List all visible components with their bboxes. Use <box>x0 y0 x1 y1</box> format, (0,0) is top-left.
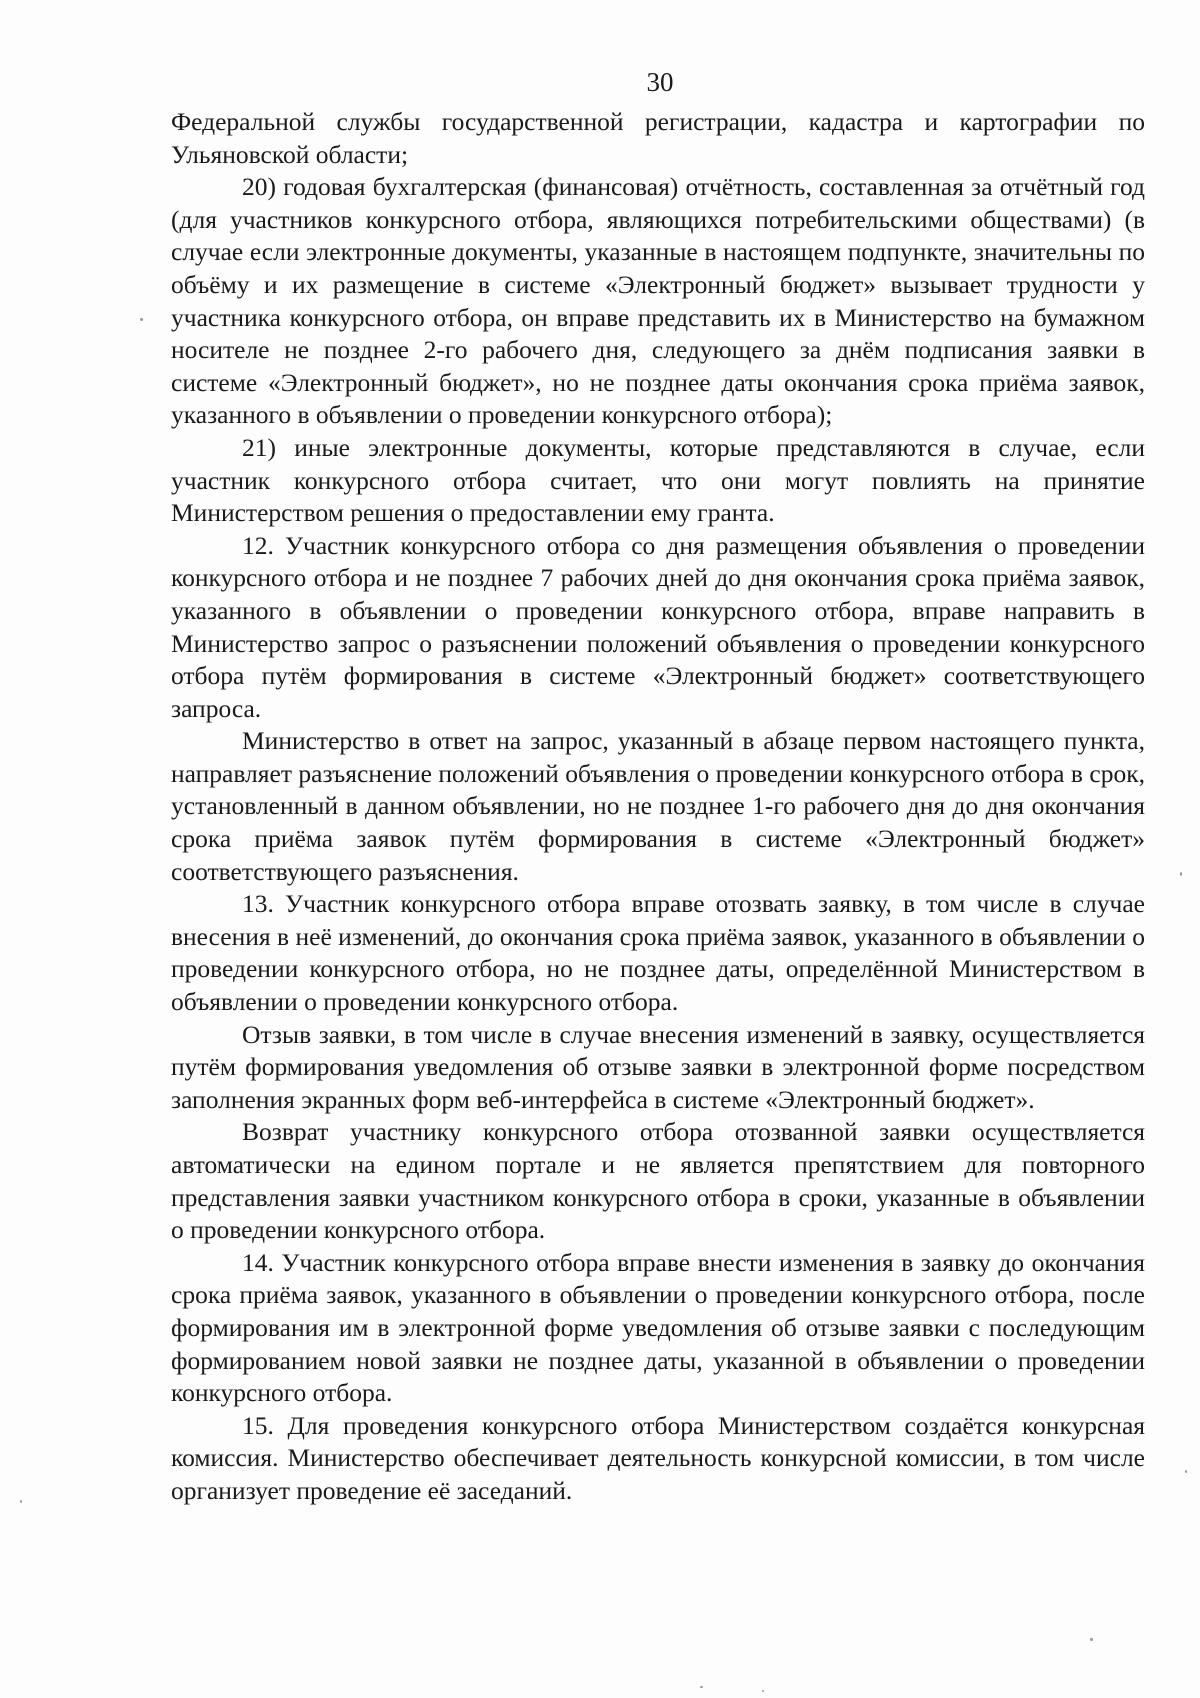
paragraph-clause-13-withdrawal: Отзыв заявки, в том числе в случае внесения изменений в заявку, осуществляется путём формирования уведомления об отзыве заявки в электронной форме посредством заполнения экранных форм веб-интерфейса в системе «Электронный бюджет». <box>171 1019 1145 1114</box>
paragraph-continuation: Федеральной службы государственной регистрации, кадастра и картографии по Ульяновской области; <box>171 107 1145 169</box>
scan-speck <box>20 1500 22 1503</box>
document-body <box>171 106 1145 1508</box>
paragraph-item-21: 21) иные электронные документы, которые представляются в случае, если участник конкурсного отбора считает, что они могут повлиять на принятие Министерством решения о предоставлении ему гранта. <box>171 432 1145 528</box>
scan-speck <box>700 1686 703 1688</box>
paragraph-clause-12-response: Министерство в ответ на запрос, указанный в абзаце первом настоящего пункта, направляет разъяснение положений объявления о проведении конкурсного отбора в срок, установленный в данном объявлении, но не позднее 1-го рабочего дня до дня окончания срока приёма заявок путём формирования в системе «Электронный бюджет» соответствующего разъяснения. <box>171 726 1145 886</box>
page-number: 30 <box>646 67 674 97</box>
paragraph-clause-12: 12. Участник конкурсного отбора со дня размещения объявления о проведении конкурсного отбора и не позднее 7 рабочих дней до дня окончания срока приёма заявок, указанного в объявлении о проведении конкурсного отбора, вправе направить в Министерство запрос о разъяснении положений объявления о проведении конкурсного отбора путём формирования в системе «Электронный бюджет» соответствующего запроса. <box>171 530 1145 723</box>
paragraph-clause-14: 14. Участник конкурсного отбора вправе внести изменения в заявку до окончания срока приёма заявок, указанного в объявлении о проведении конкурсного отбора, после формирования им в электронной форме уведомления об отзыве заявки с последующим формированием новой заявки не позднее даты, указанной в объявлении о проведении конкурсного отбора. <box>171 1247 1145 1408</box>
paragraph-clause-13: 13. Участник конкурсного отбора вправе отозвать заявку, в том числе в случае внесения в неё изменений, до окончания срока приёма заявок, указанного в объявлении о проведении конкурсного отбора, но не позднее даты, определённой Министерством в объявлении о проведении конкурсного отбора. <box>171 889 1145 1017</box>
paragraph-clause-15: 15. Для проведения конкурсного отбора Министерством создаётся конкурсная комиссия. Министерство обеспечивает деятельность конкурсной комиссии, в том числе организует проведение её заседаний. <box>171 1410 1145 1505</box>
scan-speck <box>140 318 143 321</box>
scan-speck <box>1090 1638 1093 1641</box>
scan-speck <box>1180 872 1182 876</box>
scan-speck <box>762 1690 764 1692</box>
paragraph-item-20: 20) годовая бухгалтерская (финансовая) отчётность, составленная за отчётный год (для участников конкурсного отбора, являющихся потребительскими обществами) (в случае если электронные документы, указанные в настоящем подпункте, значительны по объёму и их размещение в системе «Электронный бюджет» вызывает трудности у участника конкурсного отбора, он вправе представить их в Министерство на бумажном носителе не позднее 2-го рабочего дня, следующего за днём подписания заявки в системе «Электронный бюджет», но не позднее даты окончания срока приёма заявок, указанного в объявлении о проведении конкурсного отбора); <box>171 172 1145 430</box>
scan-speck <box>1185 1470 1187 1473</box>
paragraph-clause-13-return: Возврат участнику конкурсного отбора отозванной заявки осуществляется автоматически на едином портале и не является препятствием для повторного представления заявки участником конкурсного отбора в сроки, указанные в объявлении о проведении конкурсного отбора. <box>171 1117 1145 1245</box>
